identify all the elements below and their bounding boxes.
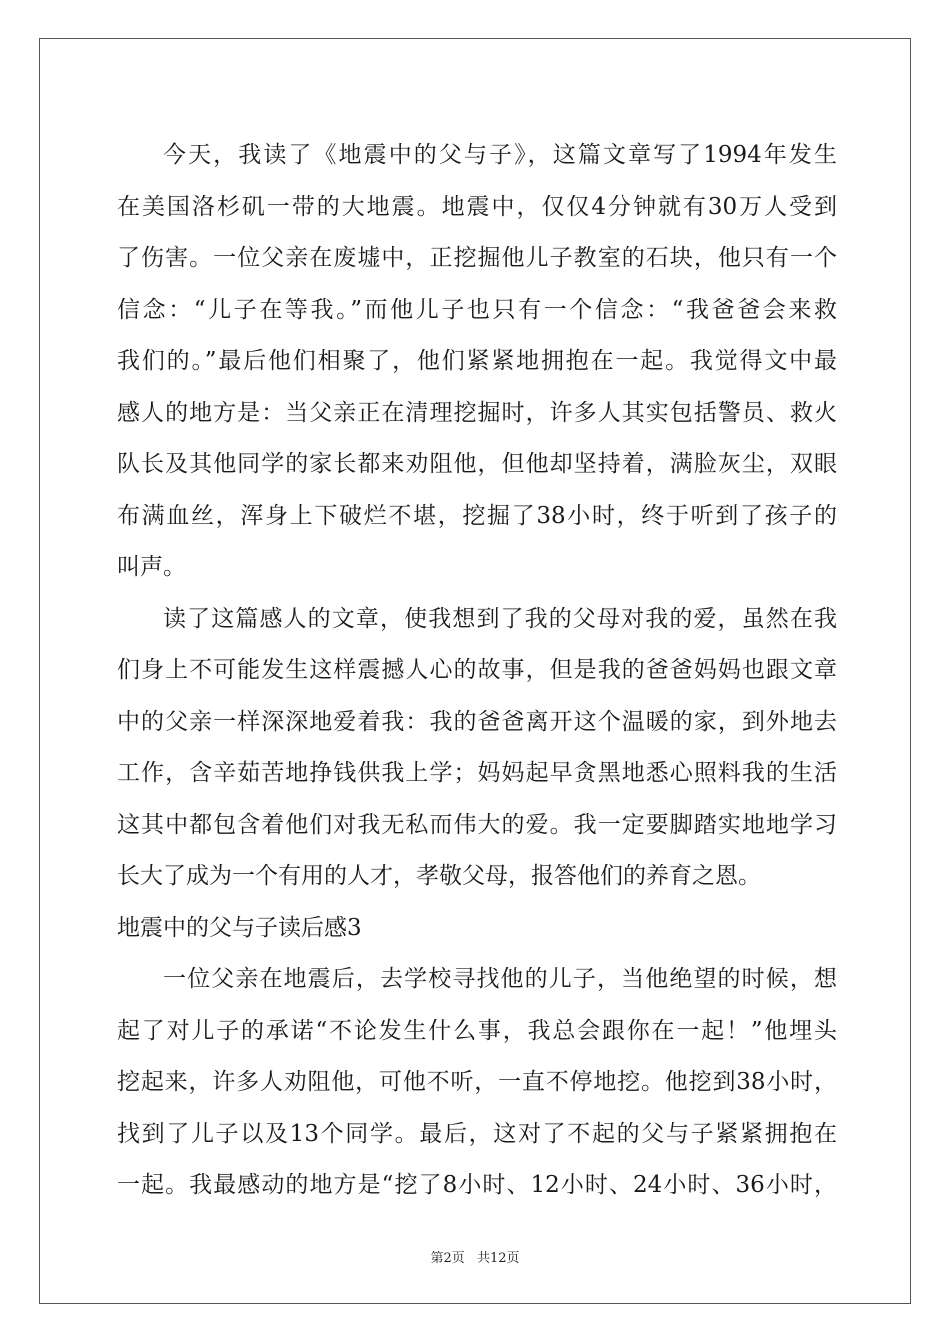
text-line: 了伤害。一位父亲在废墟中，正挖掘他儿子教室的石块，他只有一个 bbox=[117, 245, 837, 271]
text-line: 一起。我最感动的地方是“挖了8小时、12小时、24小时、36小时， bbox=[117, 1172, 837, 1198]
text-line: 感人的地方是：当父亲正在清理挖掘时，许多人其实包括警员、救火 bbox=[117, 399, 837, 426]
text-line: 读了这篇感人的文章，使我想到了我的父母对我的爱，虽然在我 bbox=[163, 605, 837, 632]
page-total: 共12页 bbox=[476, 1251, 520, 1266]
paragraph-3 bbox=[117, 954, 837, 1212]
text-line: 叫声。 bbox=[117, 554, 186, 580]
text-line: 们身上不可能发生这样震撼人心的故事，但是我的爸爸妈妈也跟文章 bbox=[117, 657, 837, 683]
section-heading: 地震中的父与子读后感3 bbox=[117, 914, 362, 941]
text-line: 找到了儿子以及13个同学。最后，这对了不起的父与子紧紧拥抱在 bbox=[117, 1120, 837, 1147]
text-line: 布满血丝，浑身上下破烂不堪，挖掘了38小时，终于听到了孩子的 bbox=[117, 502, 837, 529]
text-line: 在美国洛杉矶一带的大地震。地震中，仅仅4分钟就有30万人受到 bbox=[117, 193, 837, 220]
text-line: 队长及其他同学的家长都来劝阻他，但他却坚持着，满脸灰尘，双眼 bbox=[117, 451, 837, 477]
text-line: 这其中都包含着他们对我无私而伟大的爱。我一定要脚踏实地地学习 bbox=[117, 811, 837, 838]
text-line: 今天，我读了《地震中的父与子》，这篇文章写了1994年发生 bbox=[163, 142, 837, 168]
document-body bbox=[117, 130, 837, 1212]
paragraph-1 bbox=[117, 130, 837, 594]
text-line: 信念：“儿子在等我。”而他儿子也只有一个信念：“我爸爸会来救 bbox=[117, 296, 837, 323]
text-line: 长大了成为一个有用的人才，孝敬父母，报答他们的养育之恩。 bbox=[117, 863, 761, 889]
text-line: 一位父亲在地震后，去学校寻找他的儿子，当他绝望的时候，想 bbox=[163, 966, 837, 992]
text-line: 工作，含辛茹苦地挣钱供我上学；妈妈起早贪黑地悉心照料我的生活 bbox=[117, 760, 837, 786]
text-line: 中的父亲一样深深地爱着我：我的爸爸离开这个温暖的家，到外地去 bbox=[117, 708, 837, 735]
text-line: 起了对儿子的承诺“不论发生什么事，我总会跟你在一起！”他埋头 bbox=[117, 1017, 837, 1044]
text-line: 挖起来，许多人劝阻他，可他不听，一直不停地挖。他挖到38小时， bbox=[117, 1069, 837, 1095]
text-line: 我们的。”最后他们相聚了，他们紧紧地拥抱在一起。我觉得文中最 bbox=[117, 348, 837, 374]
page-number: 第2页 bbox=[430, 1251, 465, 1266]
paragraph-2 bbox=[117, 594, 837, 903]
page-footer bbox=[0, 1247, 950, 1266]
